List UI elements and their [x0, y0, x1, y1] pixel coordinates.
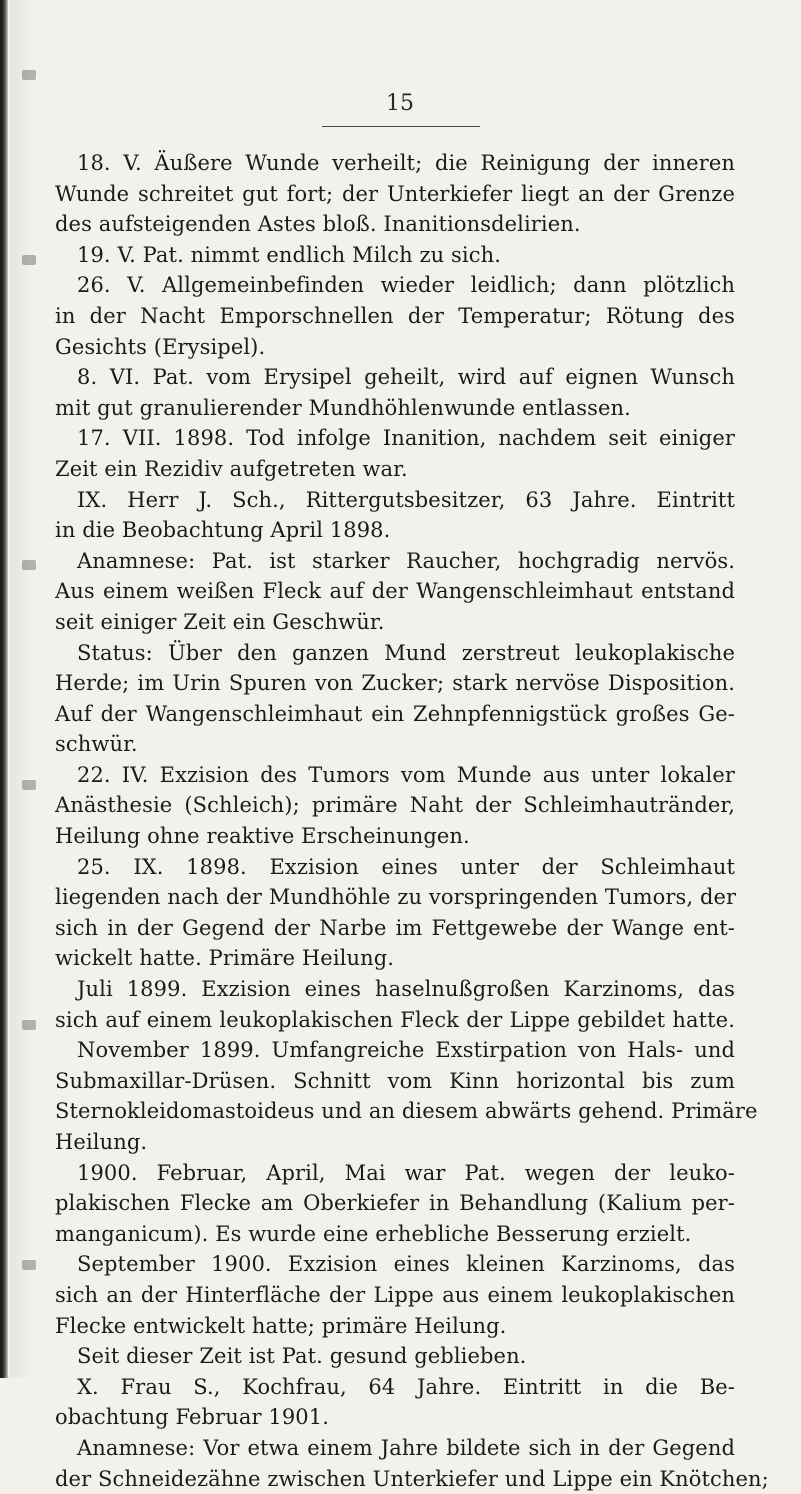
text-line: Sternokleidomastoideus und an diesem abwärts gehend. Primäre [55, 1099, 758, 1124]
text-line: 17. VII. 1898. Tod infolge Inanition, nachdem seit einiger [77, 426, 735, 451]
text-line: 25. IX. 1898. Exzision eines unter der Schleimhaut [77, 854, 735, 879]
text-line: seit einiger Zeit ein Geschwür. [55, 609, 385, 634]
text-line: Anamnese: Pat. ist starker Raucher, hochgradig nervös. [77, 548, 735, 573]
text-line: in der Nacht Emporschnellen der Temperatur; Rötung des [55, 303, 735, 328]
text-line: plakischen Flecke am Oberkiefer in Behandlung (Kalium per- [55, 1191, 735, 1216]
case-heading-line: IX. Herr J. Sch., Rittergutsbesitzer, 63 Jahre. Eintritt [77, 487, 735, 512]
text-line: liegenden nach der Mundhöhle zu vorspringenden Tumors, der [55, 885, 737, 910]
page-number: 15 [386, 91, 414, 116]
text-line: schwür. [55, 732, 138, 757]
bleed-through-mark [22, 255, 36, 265]
bleed-through-mark [22, 560, 36, 570]
text-line: 19. V. Pat. nimmt endlich Milch zu sich. [77, 242, 501, 267]
header-rule [322, 126, 480, 127]
bleed-through-mark [22, 1260, 36, 1270]
text-line: Wunde schreitet gut fort; der Unterkiefer liegt an der Grenze [55, 181, 735, 206]
text-line: obachtung Februar 1901. [55, 1405, 330, 1430]
text-line: Zeit ein Rezidiv aufgetreten war. [55, 456, 408, 481]
text-line: des aufsteigenden Astes bloß. Inanitionsdelirien. [55, 212, 581, 237]
case-heading-line: X. Frau S., Kochfrau, 64 Jahre. Eintritt in die Be- [77, 1374, 735, 1399]
page-gutter-shadow [10, 0, 32, 1378]
text-line: wickelt hatte. Primäre Heilung. [55, 946, 395, 971]
text-line: Anamnese: Vor etwa einem Jahre bildete sich in der Gegend [77, 1435, 735, 1460]
text-line: sich an der Hinterfläche der Lippe aus einem leukoplakischen [55, 1282, 735, 1307]
text-line: 8. VI. Pat. vom Erysipel geheilt, wird auf eignen Wunsch [77, 365, 735, 390]
text-line: 18. V. Äußere Wunde verheilt; die Reinigung der inneren [77, 151, 735, 175]
text-line: September 1900. Exzision eines kleinen Karzinoms, das [77, 1252, 735, 1277]
text-line: Heilung ohne reaktive Erscheinungen. [55, 824, 470, 849]
text-line: in die Beobachtung April 1898. [55, 518, 391, 543]
text-line: 1900. Februar, April, Mai war Pat. wegen der leuko- [77, 1160, 735, 1185]
text-line: Status: Über den ganzen Mund zerstreut leukoplakische [77, 640, 735, 665]
text-line: Aus einem weißen Fleck auf der Wangenschleimhaut entstand [55, 579, 735, 604]
text-line: Seit dieser Zeit ist Pat. gesund geblieben. [77, 1344, 527, 1369]
text-line: November 1899. Umfangreiche Exstirpation von Hals- und [77, 1038, 735, 1063]
text-line: Herde; im Urin Spuren von Zucker; stark nervöse Disposition. [55, 671, 735, 696]
text-line: Gesichts (Erysipel). [55, 334, 266, 359]
text-line: sich auf einem leukoplakischen Fleck der Lippe gebildet hatte. [55, 1007, 735, 1032]
body-text [55, 148, 769, 1494]
text-line: der Schneidezähne zwischen Unterkiefer und Lippe ein Knötchen; [55, 1466, 769, 1491]
text-line: Submaxillar-Drüsen. Schnitt vom Kinn horizontal bis zum [55, 1068, 735, 1093]
text-line: mit gut granulierender Mundhöhlenwunde entlassen. [55, 395, 631, 420]
bleed-through-mark [22, 1020, 36, 1030]
bleed-through-mark [22, 70, 36, 80]
text-line: Flecke entwickelt hatte; primäre Heilung. [55, 1313, 507, 1338]
bleed-through-mark [22, 780, 36, 790]
text-line: Heilung. [55, 1130, 148, 1154]
text-line: 26. V. Allgemeinbefinden wieder leidlich; dann plötzlich [77, 273, 735, 298]
text-line: sich in der Gegend der Narbe im Fettgewebe der Wange ent- [55, 915, 735, 940]
text-line: 22. IV. Exzision des Tumors vom Munde aus unter lokaler [77, 762, 735, 787]
book-binding-edge [0, 0, 8, 1378]
text-line: Anästhesie (Schleich); primäre Naht der Schleimhautränder, [55, 793, 735, 818]
text-line: Auf der Wangenschleimhaut ein Zehnpfennigstück großes Ge- [55, 701, 735, 726]
text-line: manganicum). Es wurde eine erhebliche Besserung erzielt. [55, 1221, 692, 1246]
text-line: Juli 1899. Exzision eines haselnußgroßen Karzinoms, das [77, 977, 735, 1002]
